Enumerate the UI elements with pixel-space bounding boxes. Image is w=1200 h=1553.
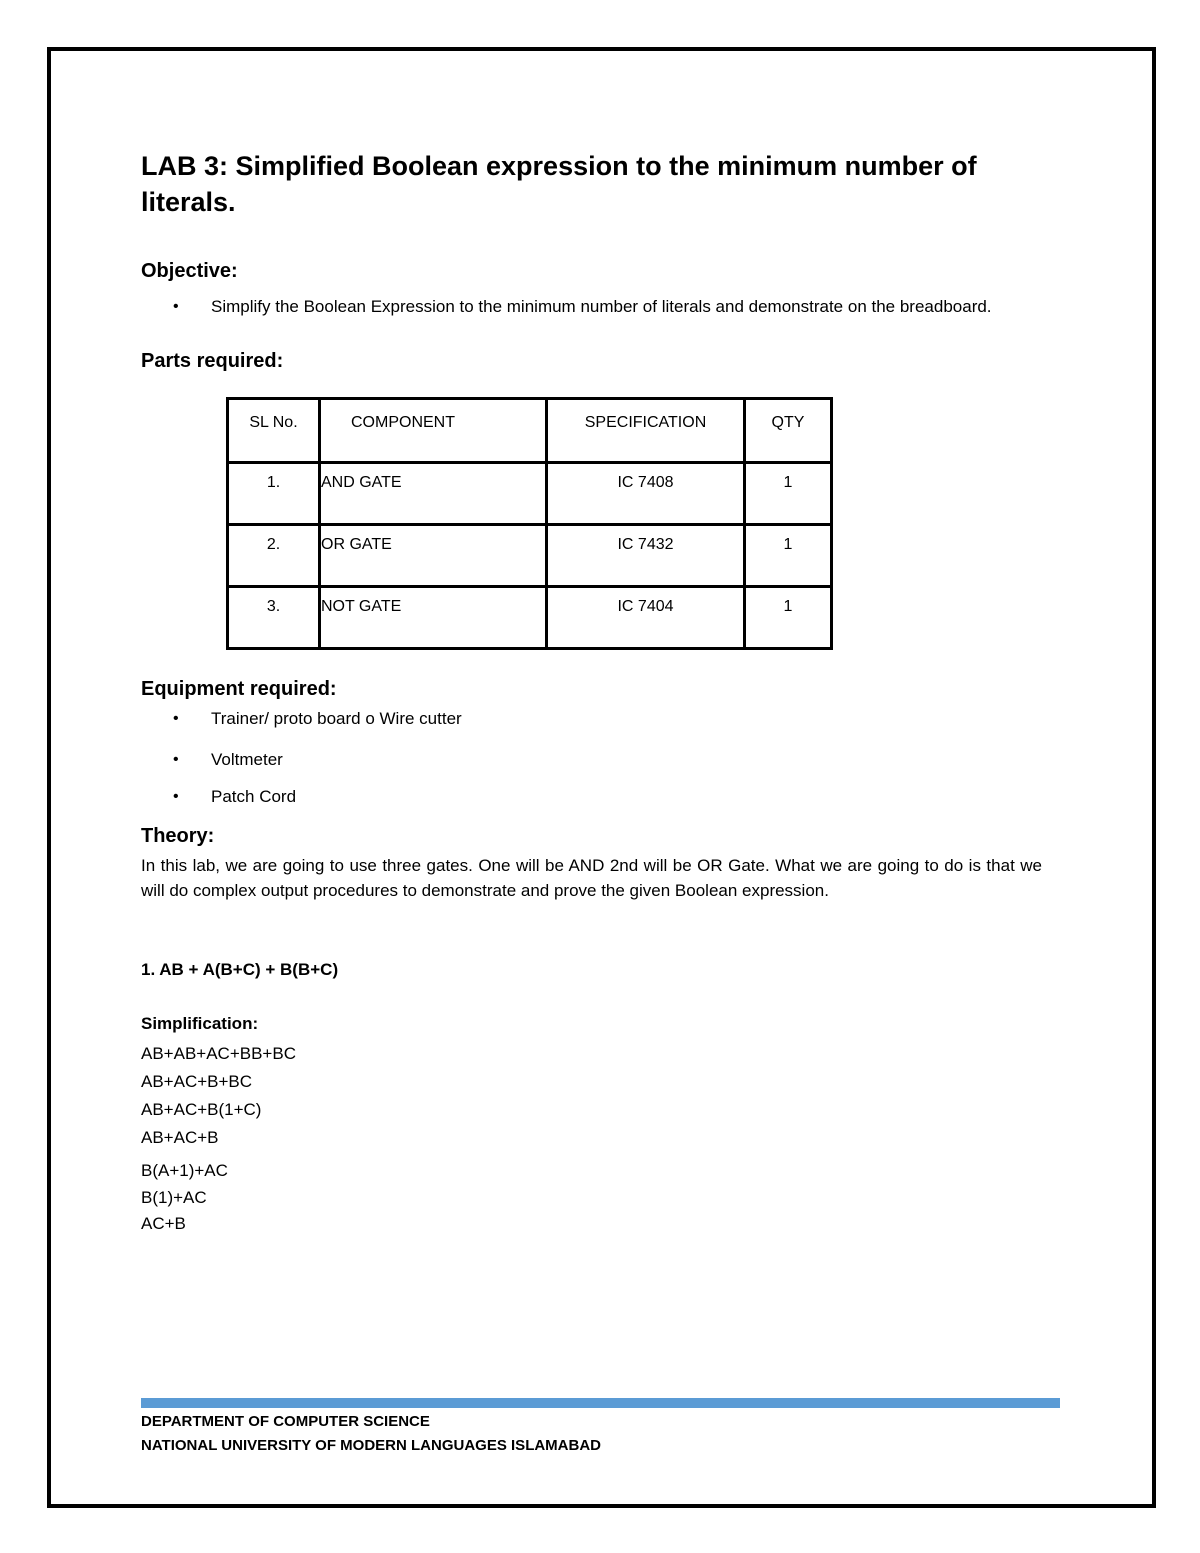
header-qty: QTY <box>745 399 832 463</box>
equipment-item: Voltmeter <box>211 750 283 769</box>
equipment-item: Trainer/ proto board o Wire cutter <box>211 709 462 728</box>
table-header-row <box>228 399 832 463</box>
simplification-step: AB+AC+B(1+C) <box>141 1100 262 1119</box>
cell-specification: IC 7408 <box>547 463 745 525</box>
parts-table <box>226 397 833 650</box>
equipment-heading: Equipment required: <box>141 678 337 700</box>
simplification-step: B(A+1)+AC <box>141 1161 228 1180</box>
cell-qty: 1 <box>745 463 832 525</box>
simplification-heading: Simplification: <box>141 1014 259 1033</box>
bullet-icon: • <box>173 298 179 315</box>
simplification-step: AC+B <box>141 1214 186 1233</box>
cell-sl-no: 2. <box>228 525 320 587</box>
bullet-icon: • <box>173 751 179 768</box>
header-sl-no: SL No. <box>228 399 320 463</box>
boolean-expression: 1. AB + A(B+C) + B(B+C) <box>141 960 339 979</box>
simplification-step: AB+AB+AC+BB+BC <box>141 1044 296 1063</box>
header-component: COMPONENT <box>320 399 547 463</box>
table-row <box>228 463 832 525</box>
cell-qty: 1 <box>745 587 832 649</box>
cell-component: OR GATE <box>320 525 547 587</box>
page-title: LAB 3: Simplified Boolean expression to the minimum number of literals. <box>141 151 977 217</box>
footer-department: DEPARTMENT OF COMPUTER SCIENCE <box>141 1413 430 1430</box>
footer-accent-bar <box>141 1398 1060 1408</box>
cell-sl-no: 3. <box>228 587 320 649</box>
bullet-icon: • <box>173 788 179 805</box>
simplification-step: B(1)+AC <box>141 1188 207 1207</box>
header-specification: SPECIFICATION <box>547 399 745 463</box>
table-row <box>228 525 832 587</box>
objective-heading: Objective: <box>141 260 238 282</box>
cell-sl-no: 1. <box>228 463 320 525</box>
cell-component: NOT GATE <box>320 587 547 649</box>
equipment-item: Patch Cord <box>211 787 297 806</box>
cell-qty: 1 <box>745 525 832 587</box>
table-row <box>228 587 832 649</box>
simplification-step: AB+AC+B+BC <box>141 1072 253 1091</box>
simplification-step: AB+AC+B <box>141 1128 219 1147</box>
cell-specification: IC 7404 <box>547 587 745 649</box>
bullet-icon: • <box>173 710 179 727</box>
parts-heading: Parts required: <box>141 350 284 372</box>
objective-item: Simplify the Boolean Expression to the minimum number of literals and demonstrate on the breadboard. <box>211 297 992 316</box>
theory-heading: Theory: <box>141 825 215 847</box>
cell-specification: IC 7432 <box>547 525 745 587</box>
cell-component: AND GATE <box>320 463 547 525</box>
theory-paragraph: In this lab, we are going to use three gates. One will be AND 2nd will be OR Gate. What we are going to do is that we will do complex output procedures to demonstrate and prove the given Boolean expression. <box>141 856 1042 900</box>
footer-university: NATIONAL UNIVERSITY OF MODERN LANGUAGES ISLAMABAD <box>141 1437 602 1454</box>
